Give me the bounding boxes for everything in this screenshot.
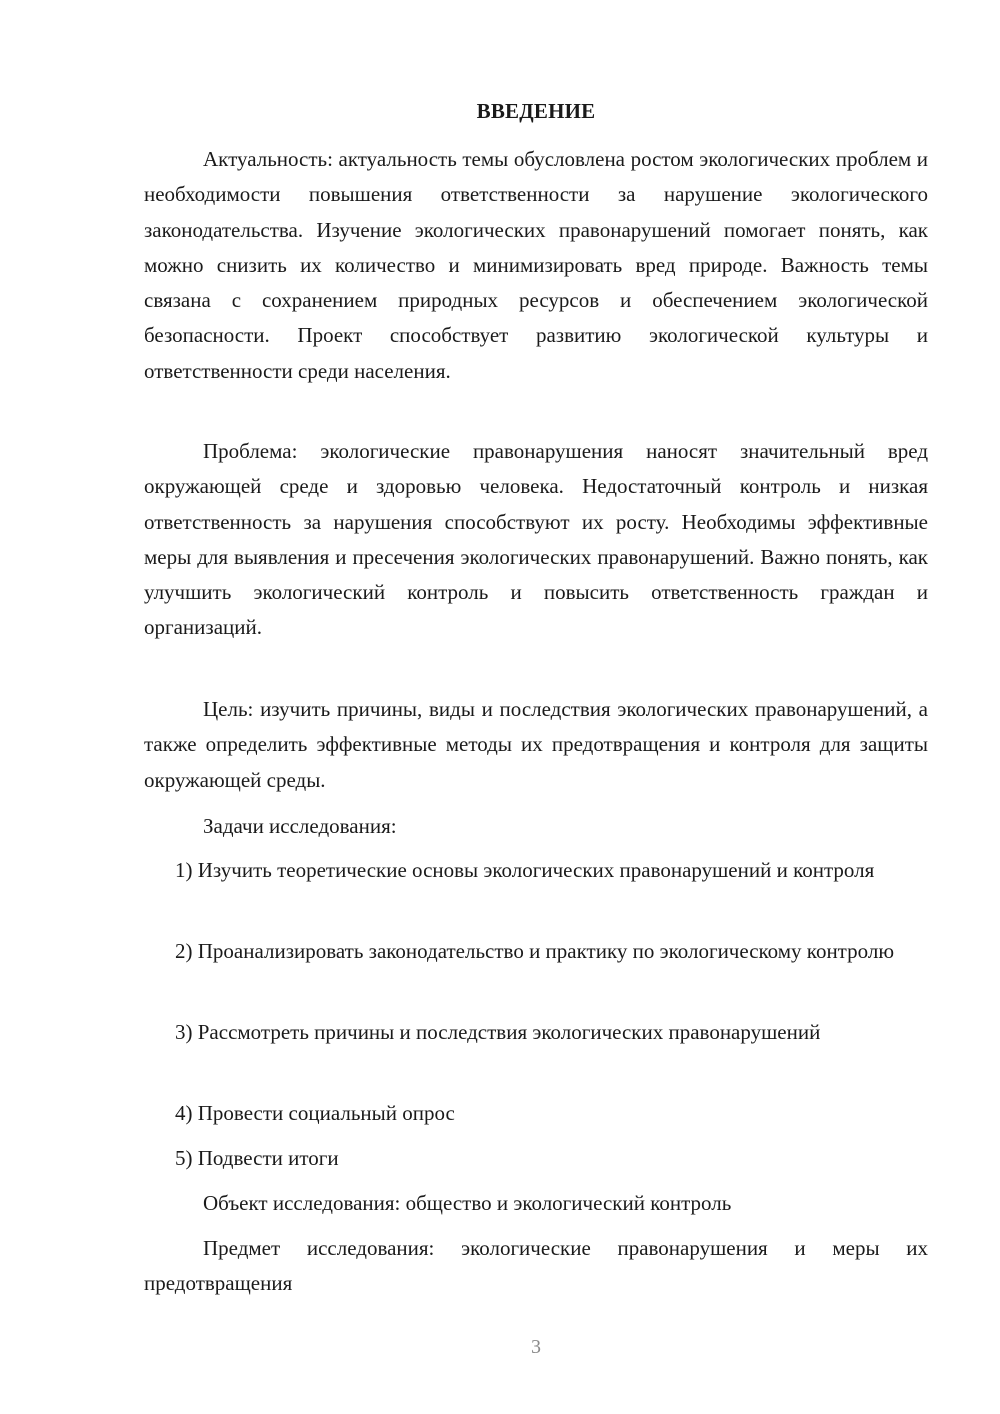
task-item-3: 3) Рассмотреть причины и последствия экологических правонарушений — [175, 1020, 821, 1044]
paragraph-subject: Предмет исследования: экологические правонарушения и меры их предотвращения — [144, 1236, 928, 1296]
tasks-heading: Задачи исследования: — [203, 814, 397, 838]
task-item-5: 5) Подвести итоги — [175, 1146, 339, 1170]
page-number: 3 — [531, 1336, 541, 1358]
page-title: ВВЕДЕНИЕ — [476, 99, 596, 123]
task-item-2: 2) Проанализировать законодательство и практику по экологическому контролю — [175, 939, 895, 963]
paragraph-object: Объект исследования: общество и экологический контроль — [203, 1191, 732, 1215]
paragraph-goal: Цель: изучить причины, виды и последствия экологических правонарушений, а также определить эффективные методы их предотвращения и контроля для защиты окружающей среды. — [144, 697, 928, 792]
task-item-4: 4) Провести социальный опрос — [175, 1101, 455, 1125]
task-item-1: 1) Изучить теоретические основы экологических правонарушений и контроля — [175, 858, 875, 882]
paragraph-relevance: Актуальность: актуальность темы обусловлена ростом экологических проблем и необходимости повышения ответственности за нарушение экологического законодательства. Изучение экологических правонарушений помогает понять, как можно снизить их количество и минимизировать вред природе. Важность темы связана с сохранением природных ресурсов и обеспечением экологической безопасности. Проект способствует развитию экологической культуры и ответственности среди населения. — [144, 147, 928, 383]
paragraph-problem: Проблема: экологические правонарушения наносят значительный вред окружающей среде и здоровью человека. Недостаточный контроль и низкая ответственность за нарушения способствуют их росту. Необходимы эффективные меры для выявления и пресечения экологических правонарушений. Важно понять, как улучшить экологический контроль и повысить ответственность граждан и организаций. — [144, 439, 928, 640]
